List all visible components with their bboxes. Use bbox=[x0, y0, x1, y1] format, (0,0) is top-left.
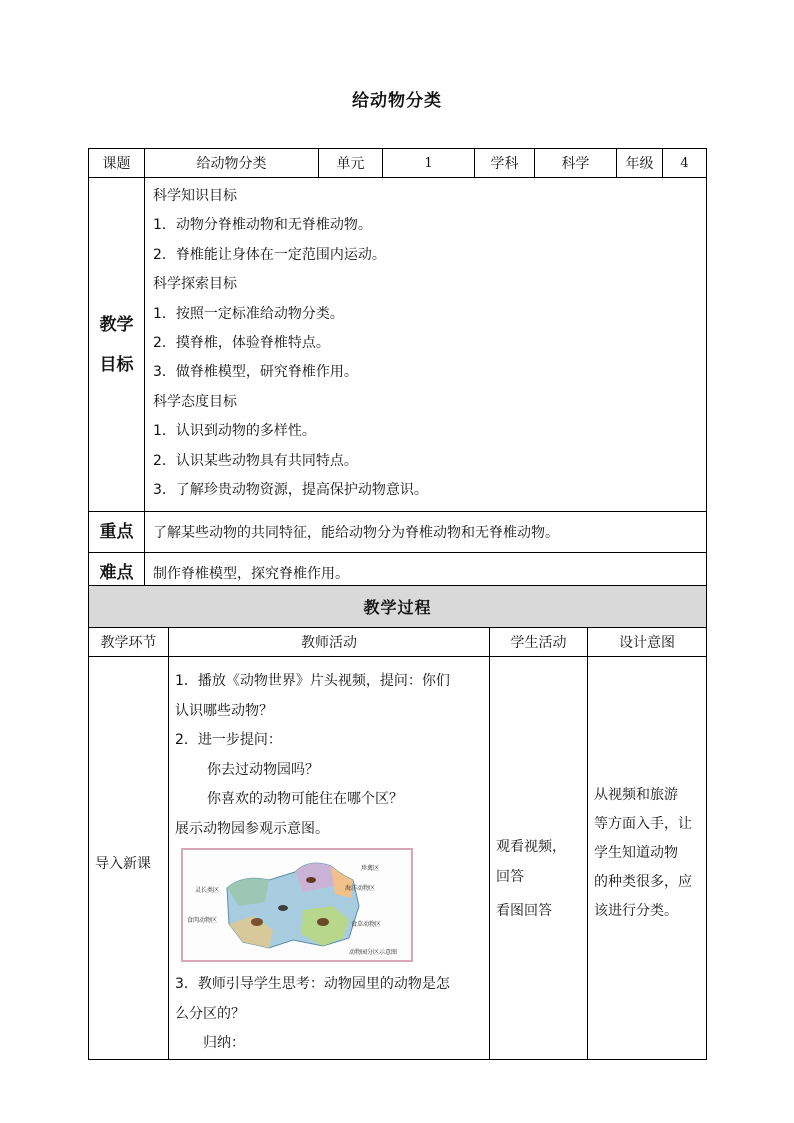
student-line: 观看视频， bbox=[496, 839, 566, 856]
goal-item: 2．认识某些动物具有共同特点。 bbox=[153, 452, 358, 469]
student-line: 回答 bbox=[496, 868, 524, 885]
goal-heading-attitude: 科学态度目标 bbox=[153, 393, 237, 410]
design-line: 该进行分类。 bbox=[594, 903, 678, 919]
keypoint-text: 了解某些动物的共同特征，能给动物分为脊椎动物和无脊椎动物。 bbox=[145, 512, 707, 553]
goal-item: 1．按照一定标准给动物分类。 bbox=[153, 305, 344, 322]
design-text bbox=[594, 781, 702, 926]
teacher-line: 你去过动物园吗？ bbox=[207, 761, 319, 778]
goals-content bbox=[145, 178, 707, 512]
teacher-activity-cell bbox=[169, 657, 490, 1060]
banner-row bbox=[89, 586, 707, 628]
difficulty-text: 制作脊椎模型，探究脊椎作用。 bbox=[145, 553, 707, 594]
col-teacher-header: 教师活动 bbox=[169, 628, 490, 657]
column-header-row bbox=[89, 628, 707, 657]
grade-label: 年级 bbox=[617, 149, 663, 178]
goal-item: 2．脊椎能让身体在一定范围内运动。 bbox=[153, 246, 386, 263]
map-zone-carnivore: 食肉动物区 bbox=[187, 917, 218, 924]
design-line: 的种类很多，应 bbox=[594, 874, 692, 890]
keypoint-row bbox=[89, 512, 707, 553]
teacher-line: 认识哪些动物？ bbox=[175, 702, 273, 719]
teaching-process-table bbox=[88, 585, 707, 1060]
design-line: 从视频和旅游 bbox=[594, 787, 678, 803]
col-design-header: 设计意图 bbox=[588, 628, 707, 657]
course-label: 课题 bbox=[89, 149, 145, 178]
goals-label-line2: 目标 bbox=[99, 354, 134, 375]
map-zone-herbivore: 食草动物区 bbox=[351, 921, 382, 928]
map-caption: 动物园分区示意图 bbox=[349, 949, 398, 956]
keypoint-label: 重点 bbox=[89, 512, 145, 553]
goal-item: 3．了解珍贵动物资源，提高保护动物意识。 bbox=[153, 481, 428, 498]
goals-label bbox=[89, 178, 145, 512]
map-zone-ocean: 海洋动物区 bbox=[345, 885, 376, 892]
design-intent-cell bbox=[588, 657, 707, 1060]
teacher-line: 你喜欢的动物可能住在哪个区？ bbox=[207, 791, 403, 807]
stage-cell: 导入新课 bbox=[89, 657, 169, 1060]
unit-value: 1 bbox=[383, 149, 475, 178]
difficulty-label: 难点 bbox=[89, 553, 145, 594]
subject-label: 学科 bbox=[475, 149, 535, 178]
process-banner: 教学过程 bbox=[89, 586, 707, 628]
zoo-map-image bbox=[181, 848, 413, 962]
grade-value: 4 bbox=[663, 149, 707, 178]
design-line: 学生知道动物 bbox=[594, 845, 678, 861]
unit-label: 单元 bbox=[319, 149, 383, 178]
col-stage-header: 教学环节 bbox=[89, 628, 169, 657]
teacher-line: 2．进一步提问： bbox=[175, 732, 282, 748]
map-zone-rare: 珍禽区 bbox=[361, 865, 380, 872]
document-title: 给动物分类 bbox=[352, 91, 442, 111]
goals-label-line1: 教学 bbox=[99, 314, 134, 335]
student-line: 看图回答 bbox=[496, 903, 552, 919]
student-activity-cell bbox=[490, 657, 588, 1060]
goals-row bbox=[89, 178, 707, 512]
goal-item: 2．摸脊椎，体验脊椎特点。 bbox=[153, 334, 330, 351]
col-student-header: 学生活动 bbox=[490, 628, 588, 657]
goal-heading-explore: 科学探索目标 bbox=[153, 276, 237, 293]
header-row bbox=[89, 149, 707, 178]
goal-item: 1．认识到动物的多样性。 bbox=[153, 423, 316, 440]
teacher-line: 归纳： bbox=[203, 1035, 245, 1051]
design-line: 等方面入手，让 bbox=[594, 816, 692, 832]
goal-item: 3．做脊椎模型，研究脊椎作用。 bbox=[153, 364, 358, 381]
process-row bbox=[89, 657, 707, 1060]
teacher-line: 3．教师引导学生思考：动物园里的动物是怎 bbox=[175, 976, 450, 992]
goal-item: 1．动物分脊椎动物和无脊椎动物。 bbox=[153, 217, 372, 234]
zoo-map-illustration bbox=[183, 850, 411, 960]
goal-heading-knowledge: 科学知识目标 bbox=[153, 188, 237, 204]
teacher-line: 么分区的？ bbox=[175, 1005, 245, 1022]
subject-value: 科学 bbox=[535, 149, 617, 178]
teacher-line: 1．播放《动物世界》片头视频，提问：你们 bbox=[175, 673, 450, 689]
lesson-info-table bbox=[88, 148, 707, 594]
teacher-line: 展示动物园参观示意图。 bbox=[175, 820, 329, 837]
map-zone-primate: 灵长类区 bbox=[195, 887, 220, 894]
course-value: 给动物分类 bbox=[145, 149, 319, 178]
